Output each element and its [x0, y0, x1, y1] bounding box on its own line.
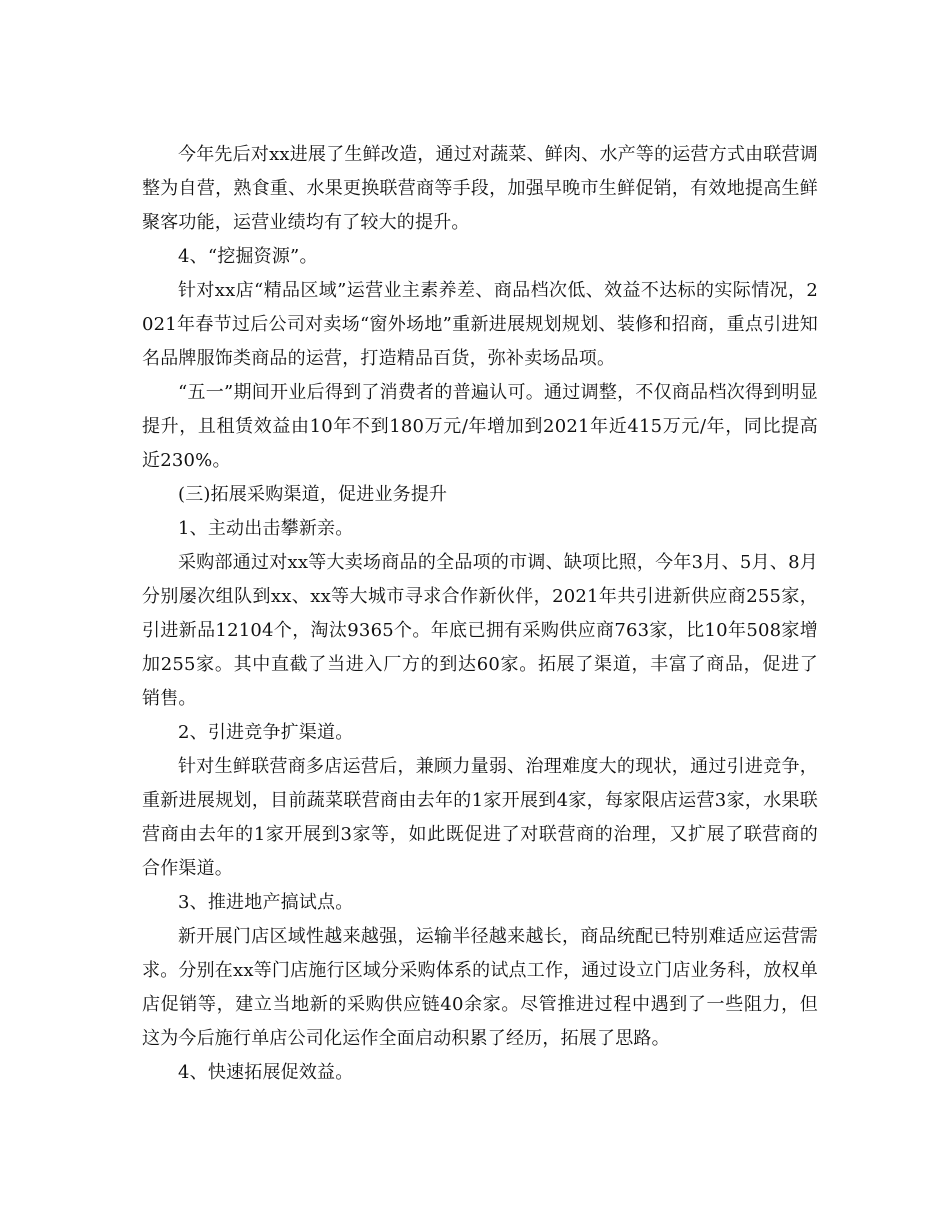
- heading-dig-resources: 4、“挖掘资源”。: [178, 246, 318, 267]
- paragraph-premium-area: 针对xx店“精品区域”运营业主素养差、商品档次低、效益不达标的实际情况，2021年春节过后公司对卖场“窗外场地”重新进展规划规划、装修和招商，重点引进知名品牌服饰类商品的运营，打造精品百货，弥补卖场品项。: [142, 280, 818, 369]
- heading-rapid-expansion: 4、快速拓展促效益。: [178, 1062, 354, 1083]
- paragraph-fresh-food-joint-operators: 针对生鲜联营商多店运营后，兼顾力量弱、治理难度大的现状，通过引进竞争，重新进展规划，目前蔬菜联营商由去年的1家开展到4家，每家限店运营3家，水果联营商由去年的1家开展到3家等，如此既促进了对联营商的治理，又扩展了联营商的合作渠道。: [142, 756, 818, 879]
- paragraph-fresh-food-reform: 今年先后对xx进展了生鲜改造，通过对蔬菜、鲜肉、水产等的运营方式由联营调整为自营，熟食重、水果更换联营商等手段，加强早晚市生鲜促销，有效地提高生鲜聚客功能，运营业绩均有了较大的提升。: [142, 144, 818, 233]
- section-heading-purchasing-channels: (三)拓展采购渠道，促进业务提升: [178, 484, 448, 505]
- paragraph-may-day-opening: “五一”期间开业后得到了消费者的普遍认可。通过调整，不仅商品档次得到明显提升，且租赁效益由10年不到180万元/年增加到2021年近415万元/年，同比提高近230%。: [142, 382, 818, 471]
- heading-local-pilot: 3、推进地产搞试点。: [178, 892, 354, 913]
- heading-proactive-outreach: 1、主动出击攀新亲。: [178, 518, 354, 539]
- paragraph-purchasing-department: 采购部通过对xx等大卖场商品的全品项的市调、缺项比照，今年3月、5月、8月分别屡次组队到xx、xx等大城市寻求合作新伙伴，2021年共引进新供应商255家，引进新品12104个，淘汰9365个。年底已拥有采购供应商763家，比10年508家增加255家。其中直截了当进入厂方的到达60家。拓展了渠道，丰富了商品，促进了销售。: [142, 552, 818, 709]
- paragraph-regional-procurement: 新开展门店区域性越来越强，运输半径越来越长，商品统配已特别难适应运营需求。分别在xx等门店施行区域分采购体系的试点工作，通过设立门店业务科，放权单店促销等，建立当地新的采购供应链40余家。尽管推进过程中遇到了一些阻力，但这为今后施行单店公司化运作全面启动积累了经历，拓展了思路。: [142, 926, 818, 1049]
- document-body: [142, 138, 818, 1090]
- heading-competition-channels: 2、引进竞争扩渠道。: [178, 722, 354, 743]
